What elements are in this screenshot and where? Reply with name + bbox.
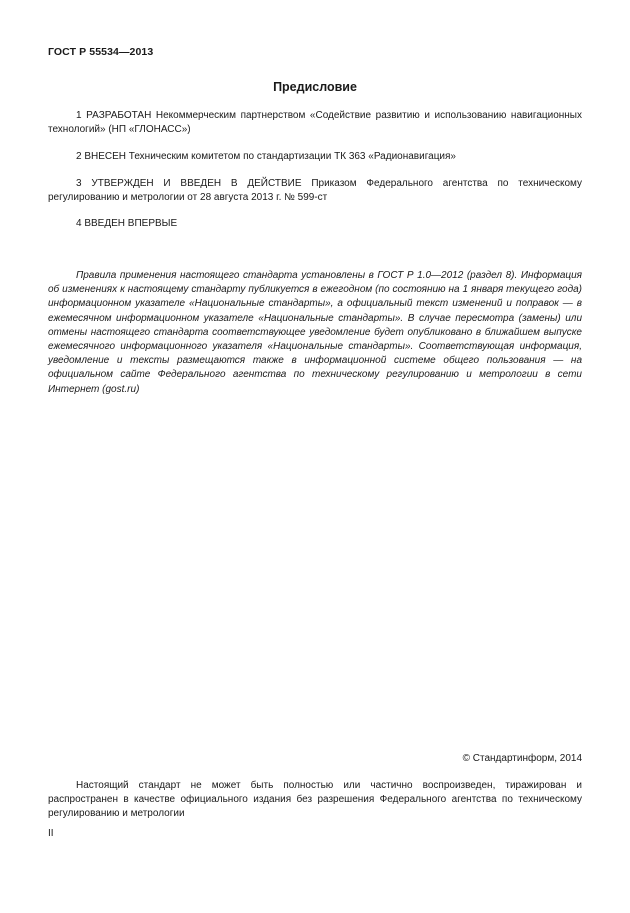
foreword-item-4-text: 4 ВВЕДЕН ВПЕРВЫЕ (76, 218, 178, 229)
reproduction-notice-text: Настоящий стандарт не может быть полностью или частично воспроизведен, тиражирован и распространен в качестве официального издания без разрешения Федерального агентства по техническому регулированию и метрологии (48, 780, 582, 819)
foreword-item-4 (48, 217, 582, 231)
standard-rules-text: Правила применения настоящего стандарта установлены в ГОСТ Р 1.0—2012 (раздел 8). Информация об изменениях к настоящему стандарту публикуется в ежегодном (по состоянию на 1 января текущего года) информационном указателе «Национальные стандарты», а официальный текст изменений и поправок — в ежемесячном информационном указателе «Национальные стандарты». В случае пересмотра (замены) или отмены настоящего стандарта соответствующее уведомление будет опубликовано в ближайшем выпуске ежемесячного информационного указателя «Национальные стандарты». Соответствующая информация, уведомление и тексты размещаются также в информационной системе общего пользования — на официальном сайте Федерального агентства по техническому регулированию и метрологии в сети Интернет (gost.ru) (48, 270, 582, 395)
foreword-item-3-text: 3 УТВЕРЖДЕН И ВВЕДЕН В ДЕЙСТВИЕ Приказом Федерального агентства по техническому регулированию и метрологии от 28 августа 2013 г. № 599-ст (48, 178, 582, 203)
foreword-item-3 (48, 177, 582, 205)
page-title: Предисловие (273, 80, 357, 94)
document-code: ГОСТ Р 55534—2013 (48, 46, 154, 58)
reproduction-notice (48, 779, 582, 821)
standard-rules-note (48, 269, 582, 397)
foreword-item-2 (48, 150, 582, 164)
foreword-item-2-text: 2 ВНЕСЕН Техническим комитетом по стандартизации ТК 363 «Радионавигация» (76, 151, 456, 162)
copyright-notice: © Стандартинформ, 2014 (462, 753, 582, 764)
foreword-item-1-text: 1 РАЗРАБОТАН Некоммерческим партнерством «Содействие развитию и использованию навигационных технологий» (НП «ГЛОНАСС») (48, 110, 582, 135)
page-number: II (48, 828, 54, 839)
foreword-item-1 (48, 109, 582, 137)
